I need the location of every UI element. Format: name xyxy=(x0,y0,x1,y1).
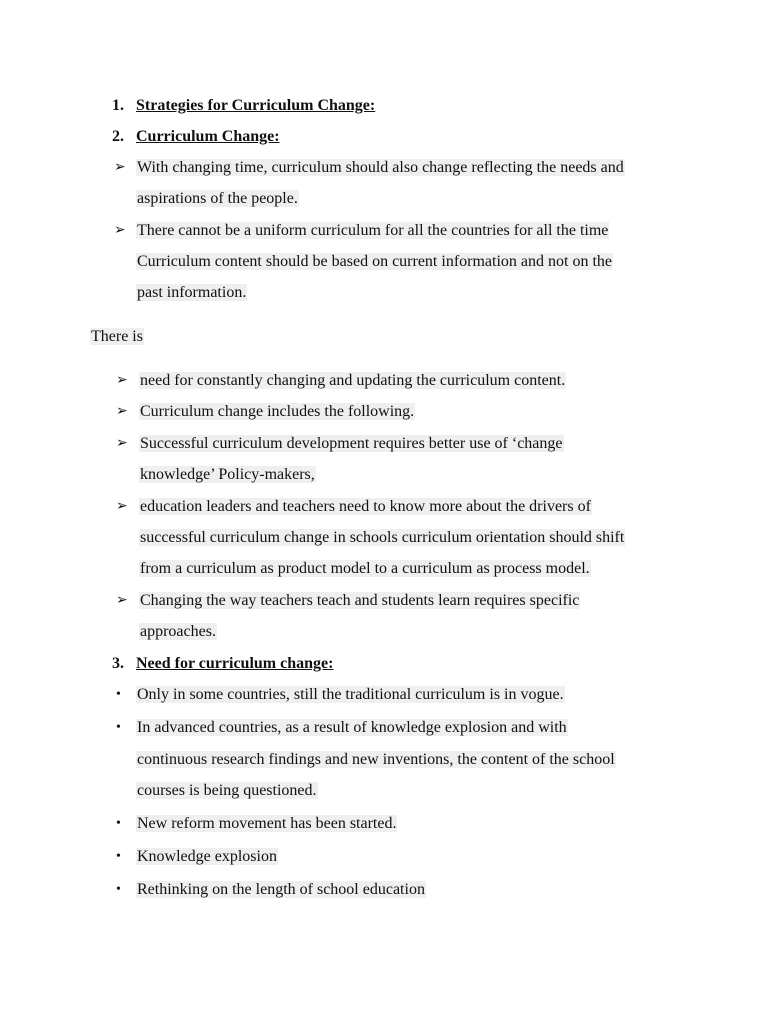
paragraph-line: approaches. xyxy=(140,623,216,640)
paragraph-line: Curriculum change includes the following. xyxy=(140,403,415,420)
paragraph-line: With changing time, curriculum should also change reflecting the needs and xyxy=(137,159,624,176)
paragraph-line: Changing the way teachers teach and students learn requires specific xyxy=(140,592,580,609)
paragraph-line: continuous research findings and new inventions, the content of the school xyxy=(137,751,615,768)
paragraph-intro: There is xyxy=(91,328,143,345)
arrow-bullet-icon: ➢ xyxy=(114,223,126,238)
paragraph-line: Successful curriculum development requires better use of ‘change xyxy=(140,435,563,452)
paragraph-line: There cannot be a uniform curriculum for all the countries for all the time xyxy=(137,222,609,239)
arrow-bullet-icon: ➢ xyxy=(116,373,128,388)
paragraph-line: New reform movement has been started. xyxy=(137,815,397,832)
arrow-bullet-icon: ➢ xyxy=(116,436,128,451)
list-number: 2. xyxy=(112,128,124,145)
paragraph-line: aspirations of the people. xyxy=(137,190,298,207)
bullet-icon: • xyxy=(116,882,121,897)
arrow-bullet-icon: ➢ xyxy=(116,593,128,608)
list-number: 3. xyxy=(112,655,124,672)
bullet-icon: • xyxy=(116,816,121,831)
heading-curriculum-change: Curriculum Change: xyxy=(136,128,280,145)
paragraph-line: Only in some countries, still the traditional curriculum is in vogue. xyxy=(137,686,564,703)
paragraph-line: Rethinking on the length of school education xyxy=(137,881,425,898)
paragraph-line: courses is being questioned. xyxy=(137,782,317,799)
paragraph-line: knowledge’ Policy-makers, xyxy=(140,466,315,483)
paragraph-line: from a curriculum as product model to a curriculum as process model. xyxy=(140,560,590,577)
paragraph-line: Knowledge explosion xyxy=(137,848,277,865)
bullet-icon: • xyxy=(116,687,121,702)
heading-need-for-change: Need for curriculum change: xyxy=(136,655,334,672)
paragraph-line: education leaders and teachers need to know more about the drivers of xyxy=(140,498,591,515)
paragraph-line: need for constantly changing and updating the curriculum content. xyxy=(140,372,566,389)
bullet-icon: • xyxy=(116,849,121,864)
paragraph-line: In advanced countries, as a result of knowledge explosion and with xyxy=(137,719,567,736)
arrow-bullet-icon: ➢ xyxy=(116,499,128,514)
heading-strategies: Strategies for Curriculum Change: xyxy=(136,97,376,114)
arrow-bullet-icon: ➢ xyxy=(116,404,128,419)
paragraph-line: past information. xyxy=(137,284,247,301)
bullet-icon: • xyxy=(116,720,121,735)
paragraph-line: successful curriculum change in schools curriculum orientation should shift xyxy=(140,529,625,546)
paragraph-line: Curriculum content should be based on current information and not on the xyxy=(137,253,612,270)
arrow-bullet-icon: ➢ xyxy=(114,160,126,175)
list-number: 1. xyxy=(112,97,124,114)
